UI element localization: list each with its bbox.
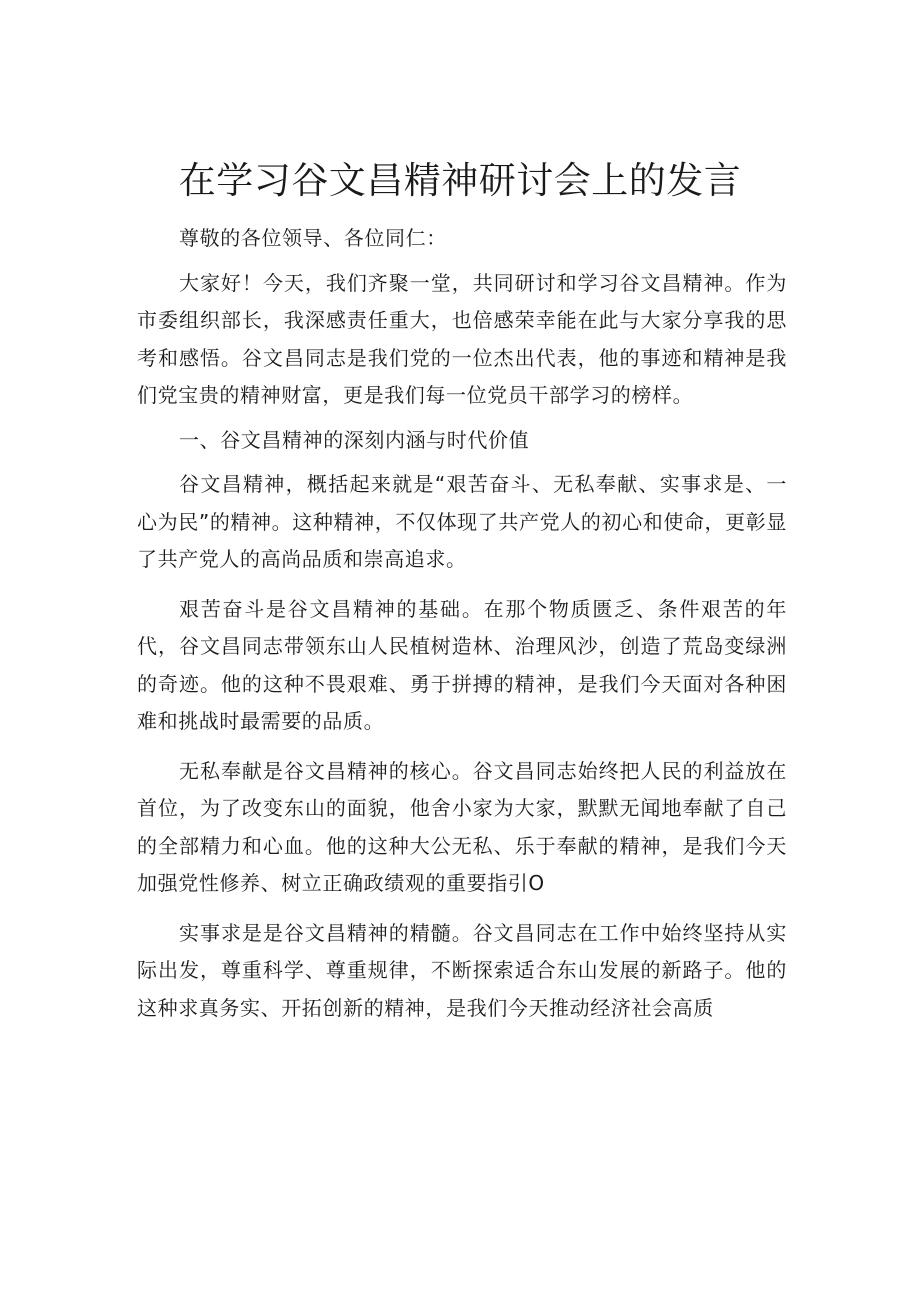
paragraph-truth-seeking: 实事求是是谷文昌精神的精髓。谷文昌同志在工作中始终坚持从实际出发，尊重科学、尊重规律，不断探索适合东山发展的新路子。他的这种求真务实、开拓创新的精神，是我们今天推动经济社会高质 xyxy=(137,920,787,1020)
document-title: 在学习谷文昌精神研讨会上的发言 xyxy=(178,159,742,202)
paragraph-hard-work: 艰苦奋斗是谷文昌精神的基础。在那个物质匮乏、条件艰苦的年代，谷文昌同志带领东山人民植树造林、治理风沙，创造了荒岛变绿洲的奇迹。他的这种不畏艰难、勇于拼搏的精神，是我们今天面对各种困难和挑战时最需要的品质。 xyxy=(137,596,787,733)
paragraph-dedication: 无私奉献是谷文昌精神的核心。谷文昌同志始终把人民的利益放在首位，为了改变东山的面貌，他舍小家为大家，默默无闻地奉献了自己的全部精力和心血。他的这种大公无私、乐于奉献的精神，是我们今天加强党性修养、树立正确政绩观的重要指引O xyxy=(137,758,787,895)
salutation: 尊敬的各位领导、各位同仁： xyxy=(179,226,447,250)
document-body xyxy=(137,220,787,1027)
section-heading: 一、谷文昌精神的深刻内涵与时代价值 xyxy=(179,427,530,452)
paragraph-opening: 大家好！今天，我们齐聚一堂，共同研讨和学习谷文昌精神。作为市委组织部长，我深感责任重大，也倍感荣幸能在此与大家分享我的思考和感悟。谷文昌同志是我们党的一位杰出代表，他的事迹和精神是我们党宝贵的精神财富，更是我们每一位党员干部学习的榜样。 xyxy=(137,270,787,407)
paragraph-connotation: 谷文昌精神，概括起来就是“艰苦奋斗、无私奉献、实事求是、一心为民”的精神。这种精神，不仅体现了共产党人的初心和使命，更彰显了共产党人的高尚品质和崇高追求。 xyxy=(137,472,787,571)
